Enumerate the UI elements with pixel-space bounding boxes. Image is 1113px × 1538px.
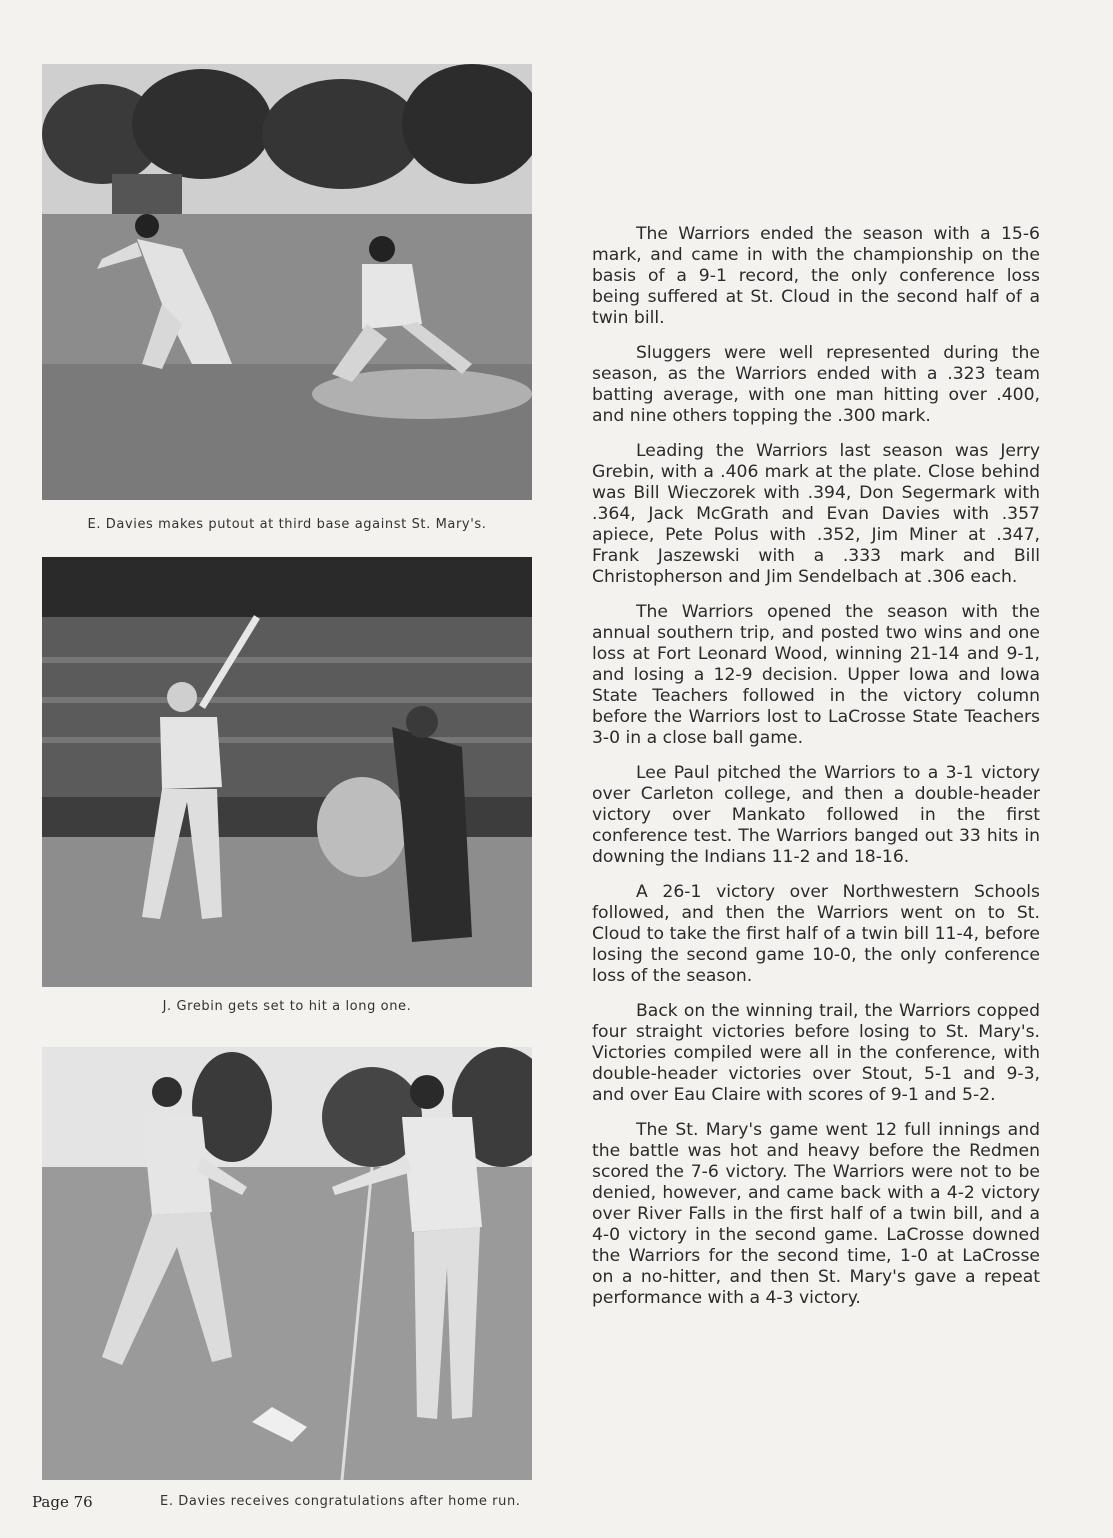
paragraph-season-record: The Warriors ended the season with a 15-6 mark, and came in with the championship on the basis of a 9-1 record, the only conference loss being suffered at St. Cloud in the second half of a twin bill. [592,224,1040,328]
photo-batter-graphic [42,557,532,987]
paragraph-leading-hitters: Leading the Warriors last season was Jerry Grebin, with a .406 mark at the plate. Close behind was Bill Wieczorek with .394, Don Segermark with .364, Jack McGrath and Evan Davies with .357 apiece, Pete Polus with .352, Jim Miner at .347, Frank Jaszewski with a .333 mark and Bill Christopherson and Jim Sendelbach at .306 each. [592,441,1040,587]
paragraph-southern-trip: The Warriors opened the season with the annual southern trip, and posted two wins and one loss at Fort Leonard Wood, winning 21-14 and 9-1, and losing a 12-9 decision. Upper Iowa and Iowa State Teachers followed in the victory column before the Warriors lost to LaCrosse State Teachers 3-0 in a close ball game. [592,602,1040,748]
photo-batter [42,557,532,987]
caption-batter: J. Grebin gets set to hit a long one. [162,999,412,1014]
article-body [592,224,1040,1323]
photo-putout-third-base [42,64,532,500]
photo-putout-graphic [42,64,532,500]
paragraph-lee-paul: Lee Paul pitched the Warriors to a 3-1 victory over Carleton college, and then a double-header victory over Mankato followed in the first conference test. The Warriors banged out 33 hits in downing the Indians 11-2 and 18-16. [592,763,1040,867]
caption-putout: E. Davies makes putout at third base against St. Mary's. [87,517,487,532]
paragraph-winning-trail: Back on the winning trail, the Warriors copped four straight victories before losing to St. Mary's. Victories compiled were all in the conference, with double-header victories over Stout, 5-1 and 9-3, and over Eau Claire with scores of 9-1 and 5-2. [592,1001,1040,1105]
photo-congratulations-graphic [42,1047,532,1480]
page-number: Page 76 [32,1493,93,1511]
paragraph-st-marys-game: The St. Mary's game went 12 full innings and the battle was hot and heavy before the Redmen scored the 7-6 victory. The Warriors were not to be denied, however, and came back with a 4-2 victory over River Falls in the first half of a twin bill, and a 4-0 victory in the second game. LaCrosse downed the Warriors for the second time, 1-0 at LaCrosse on a no-hitter, and then St. Mary's gave a repeat performance with a 4-3 victory. [592,1120,1040,1308]
photo-congratulations [42,1047,532,1480]
paragraph-batting-average: Sluggers were well represented during the season, as the Warriors ended with a .323 team batting average, with one man hitting over .400, and nine others topping the .300 mark. [592,343,1040,426]
paragraph-northwestern: A 26-1 victory over Northwestern Schools followed, and then the Warriors went on to St. Cloud to take the first half of a twin bill 11-4, before losing the second game 10-0, the only conference loss of the season. [592,882,1040,986]
caption-congratulations: E. Davies receives congratulations after home run. [160,1494,521,1509]
